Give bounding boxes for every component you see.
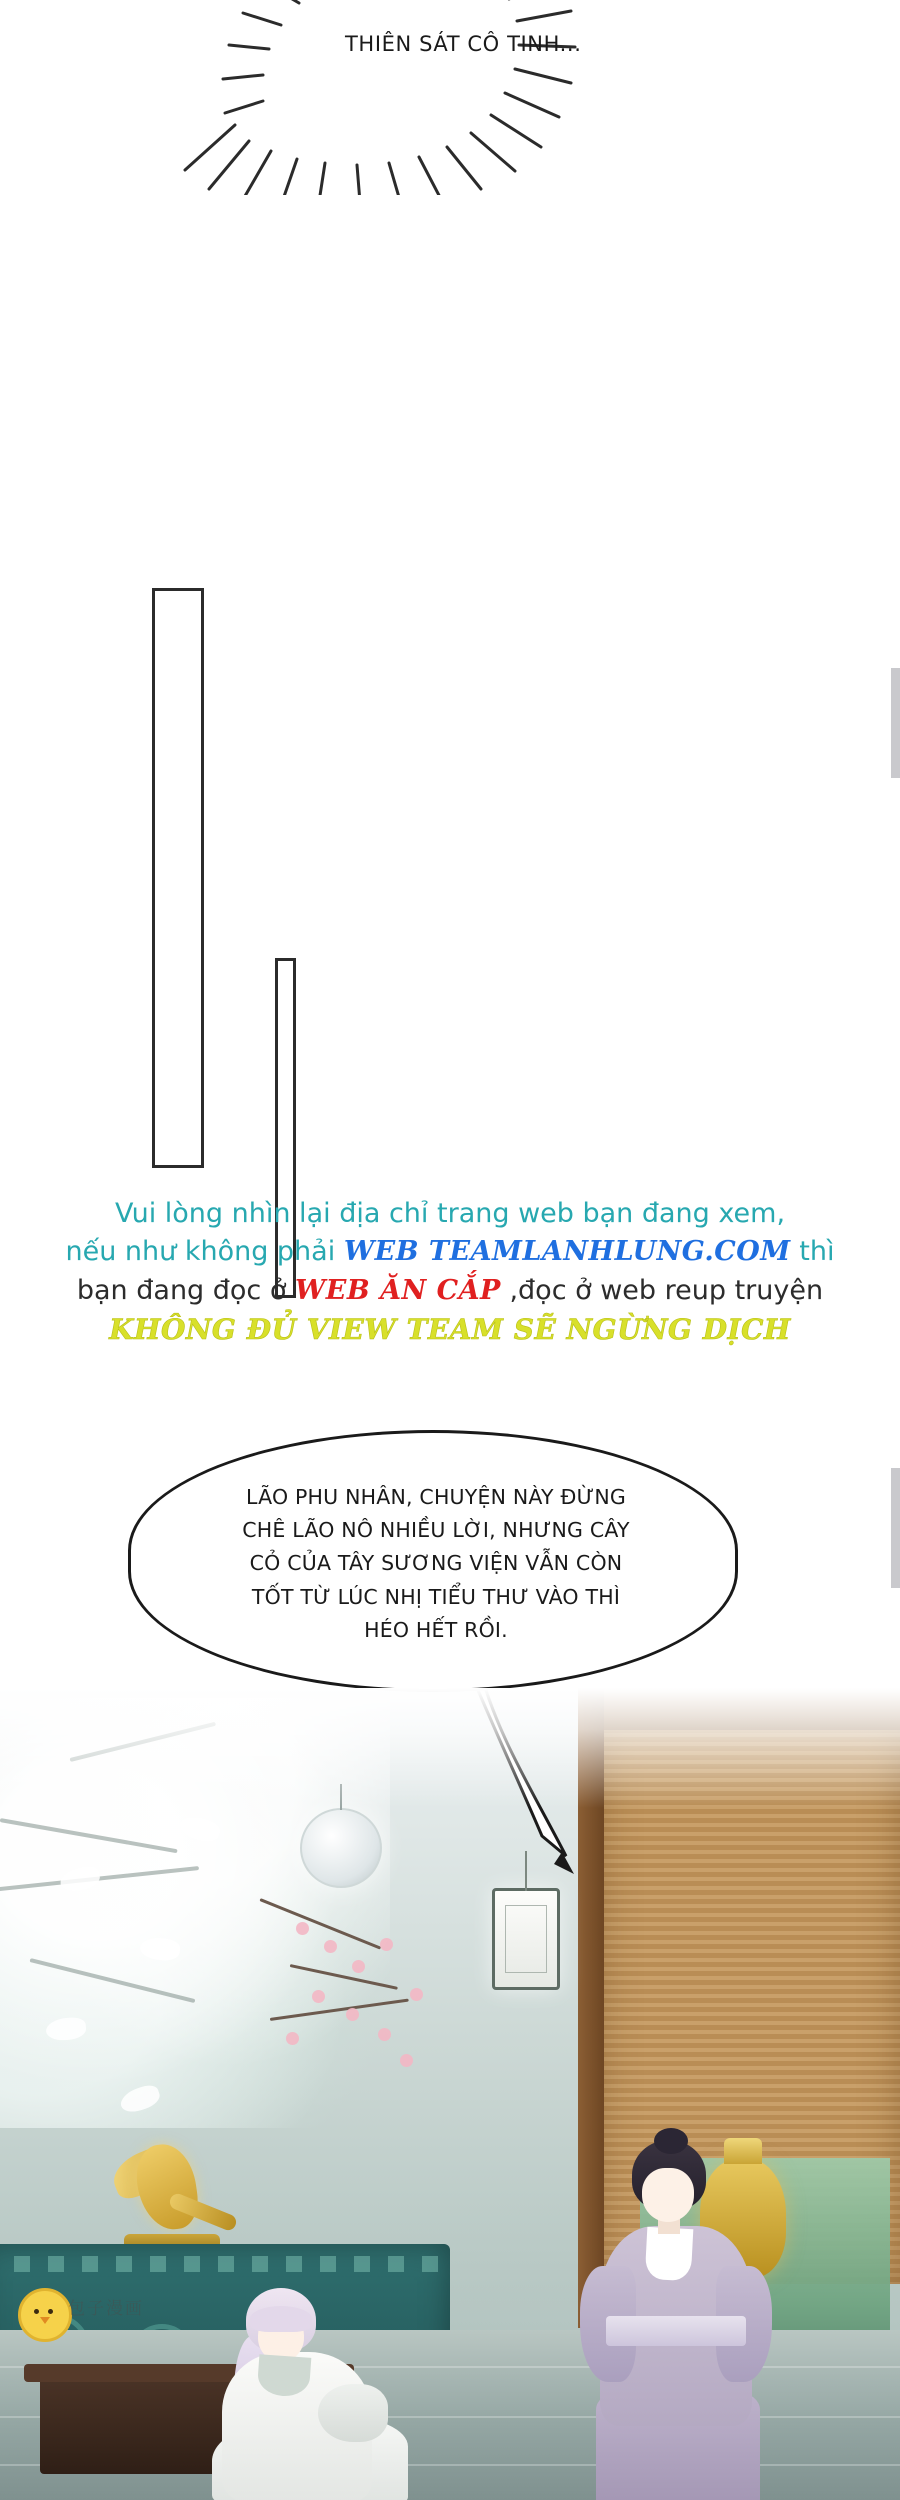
speech-bubble [128, 1430, 738, 1692]
round-paper-lantern [300, 1808, 382, 1888]
notice-line-2-prefix: nếu như không phải [65, 1236, 344, 1268]
speech-line: TỐT TỪ LÚC NHỊ TIỂU THƯ VÀO THÌ [251, 1584, 621, 1609]
notice-line-2-suffix: thì [790, 1236, 835, 1268]
cherry-blossom-branch [250, 1868, 480, 2108]
translator-notice [0, 1195, 900, 1350]
speech-line: CHÊ LÃO NÔ NHIỀU LỜI, NHƯNG CÂY [242, 1518, 630, 1543]
notice-site-name: WEB TEAMLANHLUNG.COM [343, 1236, 791, 1268]
source-watermark-text: 包子漫画 [68, 2299, 144, 2319]
speech-line: CỎ CỦA TÂY SƯƠNG VIỆN VẪN CÒN [249, 1551, 623, 1576]
seated-noble-lady [200, 2288, 430, 2500]
speech-bubble-text [131, 1481, 741, 1647]
chick-mascot-icon [18, 2288, 72, 2342]
notice-line-2 [0, 1233, 900, 1271]
panel-top-fade [0, 1688, 900, 1808]
notice-line-3 [0, 1272, 900, 1310]
notice-steal-warning: WEB ĂN CẮP [294, 1274, 501, 1306]
burst-bubble-text: THIÊN SÁT CÔ TINH... [345, 32, 582, 56]
speech-line: HÉO HẾT RỒI. [364, 1617, 508, 1642]
notice-line-4: KHÔNG ĐỦ VIEW TEAM SẼ NGỪNG DỊCH [109, 1312, 791, 1346]
vertical-banner-large [152, 588, 204, 1168]
page-edge-mark-top [891, 668, 900, 778]
speech-line: LÃO PHU NHÂN, CHUYỆN NÀY ĐỪNG [245, 1485, 626, 1509]
notice-line-1: Vui lòng nhìn lại địa chỉ trang web bạn đang xem, [114, 1198, 786, 1229]
page-edge-mark-lower [891, 1468, 900, 1588]
square-paper-lantern [492, 1888, 560, 1990]
manhua-illustration-panel [0, 1688, 900, 2500]
notice-line-3-prefix: bạn đang đọc ở [76, 1274, 295, 1306]
standing-maid [580, 2140, 810, 2500]
notice-line-3-suffix: ,đọc ở web reup truyện [500, 1274, 824, 1306]
